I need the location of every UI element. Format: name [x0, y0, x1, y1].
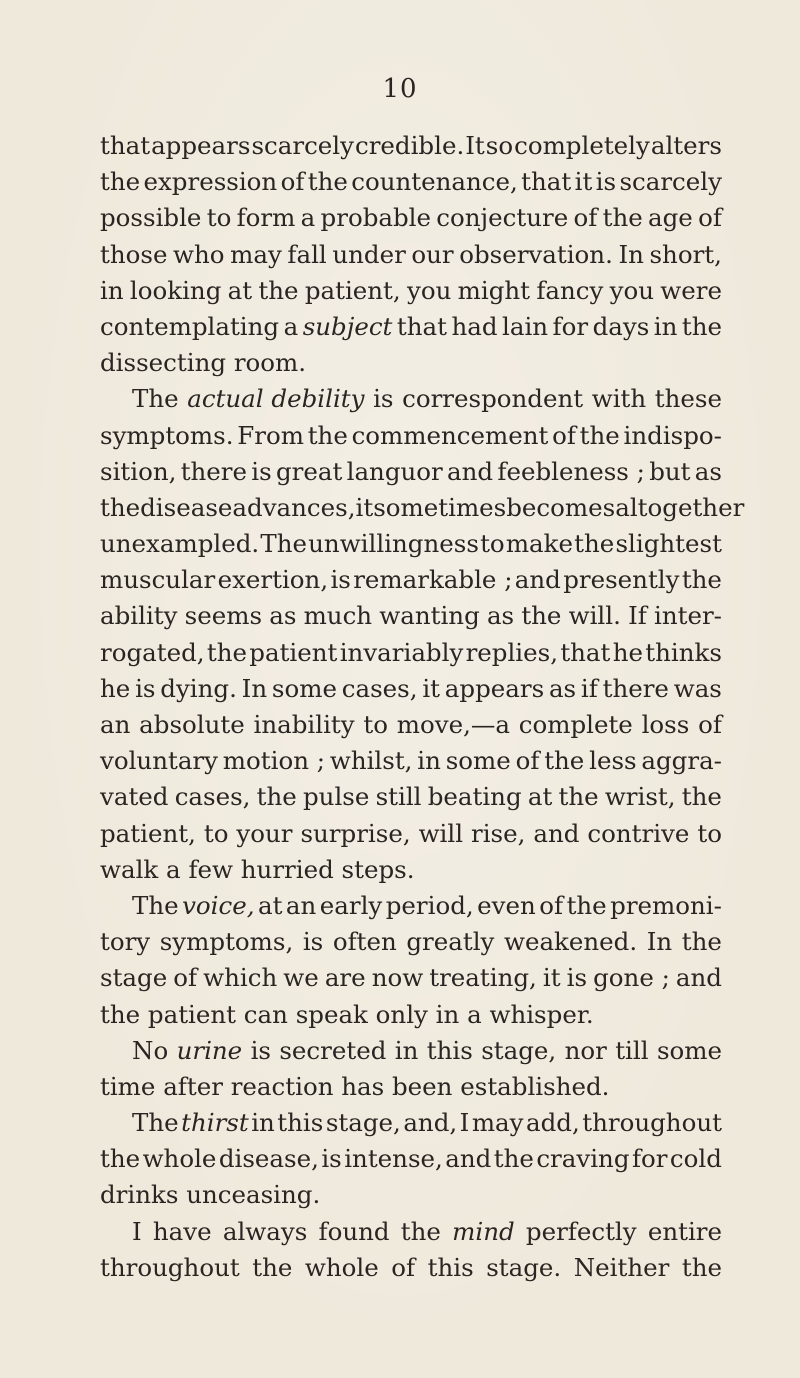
- word: the: [307, 420, 348, 450]
- word: greatly: [406, 927, 495, 957]
- text-line: [100, 490, 745, 526]
- word: The: [132, 890, 179, 920]
- word: and: [675, 963, 722, 993]
- word: The: [260, 529, 307, 559]
- word: the: [681, 927, 722, 957]
- word: may: [471, 1108, 524, 1138]
- word: it: [422, 673, 440, 703]
- word: a: [300, 203, 316, 233]
- word: still: [375, 782, 422, 812]
- word: and,: [403, 1108, 458, 1138]
- word: in: [251, 1108, 275, 1138]
- word: till: [615, 1035, 649, 1065]
- word: whole: [142, 1144, 217, 1174]
- word: that: [100, 131, 151, 160]
- word: the: [100, 167, 141, 197]
- word: It: [465, 131, 485, 160]
- word: it: [355, 492, 374, 522]
- word: and: [447, 456, 494, 486]
- word: and: [533, 818, 580, 848]
- word: If: [628, 601, 647, 631]
- word: in: [394, 1035, 419, 1065]
- word: The: [132, 384, 179, 414]
- word: scarcely: [251, 131, 354, 160]
- word: intense,: [344, 1144, 443, 1174]
- word: throughout: [582, 1108, 722, 1138]
- text-line: [100, 707, 722, 743]
- word: In: [646, 927, 673, 957]
- word: is: [373, 384, 394, 414]
- text-line: [100, 1250, 722, 1286]
- word: as: [694, 456, 722, 486]
- text-line: [100, 345, 722, 381]
- word: slightest: [615, 529, 722, 559]
- word: less: [589, 746, 637, 776]
- word: alters: [650, 131, 722, 160]
- word: I: [459, 1108, 470, 1138]
- word: of: [552, 420, 576, 450]
- text-line: [100, 200, 722, 236]
- word: the: [681, 782, 722, 812]
- word: loss: [641, 710, 690, 739]
- word: dying.: [160, 673, 237, 703]
- word: stage,: [481, 1035, 557, 1065]
- word: dissecting room.: [100, 348, 307, 378]
- word: urine: [176, 1035, 243, 1065]
- text-line: [100, 997, 722, 1033]
- word: beating: [427, 782, 522, 812]
- word: have: [152, 1216, 212, 1246]
- word: contemplating: [100, 311, 280, 341]
- word: exertion,: [217, 565, 329, 595]
- word: is: [566, 963, 588, 993]
- word: as: [486, 601, 515, 631]
- word: this: [277, 1108, 324, 1138]
- page-number: 10: [382, 74, 418, 104]
- word: becomes: [506, 492, 616, 522]
- text-line: [100, 671, 722, 707]
- word: will.: [568, 601, 621, 631]
- text-line: [100, 237, 722, 273]
- word: a: [283, 311, 299, 341]
- word: some: [445, 746, 511, 776]
- word: patient,: [304, 275, 401, 305]
- word: is: [135, 673, 156, 703]
- word: nor: [564, 1035, 607, 1065]
- word: complete: [518, 710, 633, 739]
- word: actual debility: [187, 384, 365, 414]
- word: that: [396, 311, 447, 341]
- word: From: [237, 420, 304, 450]
- word: surprise,: [300, 818, 411, 848]
- text-line: [100, 128, 722, 164]
- word: he: [100, 673, 131, 703]
- word: the: [493, 1144, 534, 1174]
- word: inability: [253, 710, 355, 739]
- word: patient: [249, 637, 338, 667]
- word: of: [173, 963, 198, 993]
- word: there: [180, 456, 248, 486]
- word: credible.: [354, 131, 465, 160]
- word: the: [574, 529, 615, 559]
- word: weakened.: [503, 927, 638, 957]
- word: whole: [304, 1252, 379, 1282]
- word: you: [406, 275, 452, 305]
- word: symptoms.: [100, 420, 234, 450]
- word: ability: [100, 601, 178, 631]
- text-line: [100, 381, 722, 417]
- word: fall: [287, 239, 327, 269]
- word: lain: [502, 311, 549, 341]
- word: altogether: [615, 492, 745, 522]
- text-line: [100, 309, 722, 345]
- word: add,: [526, 1108, 580, 1138]
- word: the: [602, 203, 643, 233]
- text-line: [100, 526, 722, 562]
- word: age: [648, 203, 693, 233]
- word: remarkable ;: [353, 565, 513, 595]
- text-line: [100, 779, 722, 815]
- word: some: [656, 1035, 722, 1065]
- word: the: [681, 311, 722, 341]
- word: we: [283, 963, 319, 993]
- word: aggra-: [641, 746, 722, 776]
- word: are: [324, 963, 366, 993]
- word: vated: [100, 782, 169, 812]
- word: is: [330, 565, 351, 595]
- word: much: [303, 601, 373, 631]
- word: days: [592, 311, 650, 341]
- word: an: [100, 710, 131, 739]
- text-line: [100, 960, 722, 996]
- text-line: [100, 1141, 722, 1177]
- text-line: [100, 852, 722, 888]
- word: to: [363, 710, 388, 739]
- word: make: [505, 529, 574, 559]
- word: whilst,: [329, 746, 413, 776]
- word: correspondent: [402, 384, 584, 414]
- word: at: [227, 275, 253, 305]
- word: and: [514, 565, 561, 595]
- word: thinks: [645, 637, 722, 667]
- word: rise,: [471, 818, 526, 848]
- word: invariably: [339, 637, 464, 667]
- word: the: [400, 1216, 441, 1246]
- word: with: [591, 384, 647, 414]
- word: thirst: [181, 1108, 249, 1138]
- word: sometimes: [373, 492, 507, 522]
- text-line: [100, 562, 722, 598]
- word: wanting: [379, 601, 480, 631]
- word: who: [173, 239, 225, 269]
- word: might: [457, 275, 531, 305]
- word: the: [100, 492, 141, 522]
- text-line: [100, 454, 722, 490]
- word: observation.: [459, 239, 613, 269]
- body-text: [100, 128, 745, 1286]
- word: In: [618, 239, 644, 269]
- word: the: [544, 746, 585, 776]
- word: move,—a: [396, 710, 510, 739]
- word: the: [566, 890, 607, 920]
- word: sition,: [100, 456, 177, 486]
- word: perfectly: [525, 1216, 637, 1246]
- word: your: [236, 818, 293, 848]
- word: great: [275, 456, 343, 486]
- text-line: [100, 635, 722, 671]
- word: under: [332, 239, 406, 269]
- word: to: [480, 529, 505, 559]
- word: our: [411, 239, 454, 269]
- word: is: [302, 927, 324, 957]
- word: The: [132, 1108, 179, 1138]
- word: to: [203, 818, 229, 848]
- word: the: [252, 1252, 293, 1282]
- word: short,: [649, 239, 722, 269]
- word: this: [426, 1035, 473, 1065]
- word: the: [579, 420, 620, 450]
- word: subject: [302, 311, 393, 341]
- word: drinks unceasing.: [100, 1180, 321, 1210]
- word: commencement: [351, 420, 549, 450]
- word: motion ;: [222, 746, 326, 776]
- word: now: [371, 963, 424, 993]
- word: voice,: [182, 890, 255, 920]
- word: voluntary: [100, 746, 218, 776]
- word: and: [445, 1144, 492, 1174]
- word: is: [251, 456, 272, 486]
- word: inter-: [653, 601, 722, 631]
- word: often: [332, 927, 397, 957]
- word: seems: [184, 601, 263, 631]
- word: walk a few hurried steps.: [100, 854, 415, 884]
- word: stage,: [325, 1108, 401, 1138]
- word: he: [612, 637, 643, 667]
- word: period,: [385, 890, 474, 920]
- word: at: [258, 890, 283, 920]
- word: premoni-: [610, 890, 722, 920]
- word: stage.: [486, 1252, 562, 1282]
- word: is: [595, 167, 617, 197]
- word: wrist,: [604, 782, 676, 812]
- word: replies,: [465, 637, 559, 667]
- word: the: [681, 565, 722, 595]
- word: these: [654, 384, 722, 414]
- word: secreted: [279, 1035, 387, 1065]
- word: the: [100, 1144, 141, 1174]
- word: cases,: [341, 673, 418, 703]
- word: it: [542, 963, 561, 993]
- word: those: [100, 239, 168, 269]
- word: appears: [444, 673, 545, 703]
- word: as: [269, 601, 297, 631]
- word: there: [602, 673, 669, 703]
- word: stage: [100, 963, 168, 993]
- word: in: [417, 746, 441, 776]
- word: you: [609, 275, 654, 305]
- word: form: [236, 203, 296, 233]
- text-line: [100, 743, 722, 779]
- word: symptoms,: [159, 927, 294, 957]
- word: In: [241, 673, 268, 703]
- word: entire: [647, 1216, 722, 1246]
- word: cold: [669, 1144, 722, 1174]
- word: that: [560, 637, 611, 667]
- word: tory: [100, 927, 151, 957]
- word: presently: [563, 565, 680, 595]
- word: as: [548, 673, 577, 703]
- word: to: [206, 203, 232, 233]
- word: unwillingness: [308, 529, 479, 559]
- word: No: [132, 1035, 169, 1065]
- word: for: [631, 1144, 668, 1174]
- word: the: [258, 275, 299, 305]
- word: indispo-: [623, 420, 722, 450]
- word: the: [256, 782, 297, 812]
- word: cases,: [174, 782, 251, 812]
- word: the: [681, 1252, 722, 1282]
- word: probable: [320, 203, 432, 233]
- word: countenance,: [351, 167, 518, 197]
- word: in: [100, 275, 124, 305]
- word: had: [451, 311, 498, 341]
- word: unexampled.: [100, 529, 260, 559]
- text-line: [100, 816, 722, 852]
- word: pulse: [302, 782, 370, 812]
- word: which: [203, 963, 278, 993]
- word: the: [521, 601, 562, 631]
- word: contrive: [587, 818, 690, 848]
- word: feebleness ;: [497, 456, 645, 486]
- word: throughout: [100, 1252, 240, 1282]
- word: were: [660, 275, 722, 305]
- word: may: [230, 239, 282, 269]
- word: possible: [100, 203, 202, 233]
- word: always: [222, 1216, 308, 1246]
- word: early: [319, 890, 383, 920]
- text-line: [100, 1069, 722, 1105]
- word: is: [250, 1035, 271, 1065]
- word: of: [698, 710, 722, 739]
- text-line: [100, 1177, 722, 1213]
- word: is: [321, 1144, 342, 1174]
- word: I: [132, 1216, 142, 1246]
- text-line: [100, 1033, 722, 1069]
- text-line: [100, 1105, 722, 1141]
- text-line: [100, 598, 722, 634]
- word: to: [697, 818, 722, 848]
- word: for: [552, 311, 589, 341]
- word: appears: [151, 131, 251, 160]
- word: of: [280, 167, 305, 197]
- text-line: [100, 1214, 722, 1250]
- word: that: [521, 167, 572, 197]
- word: if: [580, 673, 598, 703]
- word: will: [418, 818, 464, 848]
- word: the patient can speak only in a whisper.: [100, 999, 594, 1029]
- word: was: [673, 673, 722, 703]
- word: Neither: [573, 1252, 670, 1282]
- word: time after reaction has been established.: [100, 1071, 610, 1101]
- text-line: [100, 418, 722, 454]
- word: of: [573, 203, 598, 233]
- word: at: [527, 782, 553, 812]
- word: scarcely: [619, 167, 722, 197]
- word: in: [653, 311, 678, 341]
- word: craving: [536, 1144, 630, 1174]
- word: treating,: [429, 963, 537, 993]
- word: the: [558, 782, 599, 812]
- word: of: [515, 746, 540, 776]
- word: even: [477, 890, 536, 920]
- word: but: [649, 456, 691, 486]
- word: patient,: [100, 818, 196, 848]
- word: disease,: [218, 1144, 319, 1174]
- word: the: [206, 637, 247, 667]
- word: fancy: [536, 275, 604, 305]
- word: some: [271, 673, 337, 703]
- word: disease: [140, 492, 233, 522]
- word: advances,: [232, 492, 356, 522]
- word: rogated,: [100, 637, 205, 667]
- word: expression: [143, 167, 278, 197]
- word: absolute: [139, 710, 245, 739]
- word: this: [427, 1252, 474, 1282]
- word: of: [539, 890, 564, 920]
- text-line: [100, 164, 722, 200]
- word: completely: [514, 131, 650, 160]
- word: of: [391, 1252, 416, 1282]
- text-line: [100, 924, 722, 960]
- word: mind: [452, 1216, 515, 1246]
- text-line: [100, 273, 722, 309]
- word: the: [307, 167, 348, 197]
- word: muscular: [100, 565, 216, 595]
- word: languor: [346, 456, 443, 486]
- word: conjecture: [436, 203, 569, 233]
- word: it: [574, 167, 593, 197]
- word: so: [485, 131, 514, 160]
- word: looking: [129, 275, 222, 305]
- word: of: [698, 203, 722, 233]
- word: found: [318, 1216, 390, 1246]
- word: an: [285, 890, 317, 920]
- text-line: [100, 888, 722, 924]
- word: gone ;: [593, 963, 670, 993]
